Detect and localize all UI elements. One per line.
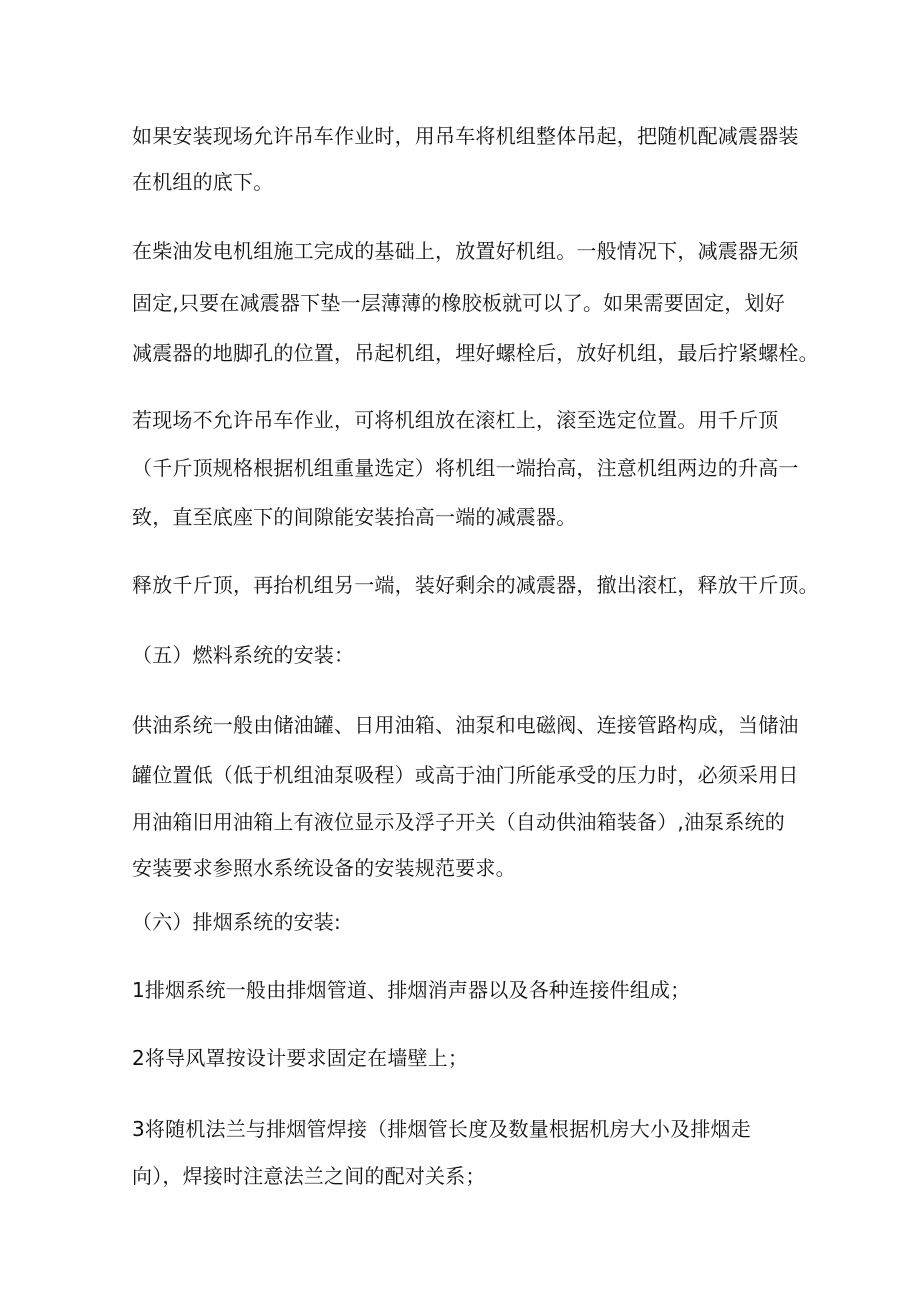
text-line: 安装要求参照水系统设备的安装规范要求。 — [132, 856, 516, 880]
section-heading: （五）燃料系统的安装： — [132, 643, 355, 667]
list-item: 3将随机法兰与排烟管焊接（排烟管长度及数量根据机房大小及排烟走 — [132, 1117, 751, 1141]
text-line: 致，直至底座下的间隙能安装抬高一端的减震器。 — [132, 505, 577, 529]
text-line: 释放千斤顶，再抬机组另一端，装好剩余的减震器，撤出滚杠，释放干斤顶。 — [132, 573, 819, 597]
text-line: 如果安装现场允许吊车作业时，用吊车将机组整体吊起，把随机配减震器装 — [132, 124, 799, 148]
text-line: 固定,只要在减震器下垫一层薄薄的橡胶板就可以了。如果需要固定，划好 — [132, 291, 785, 315]
section-heading: （六）排烟系统的安装: — [132, 910, 341, 934]
list-item: 1排烟系统一般由排烟管道、排烟消声器以及各种连接件组成； — [132, 978, 691, 1002]
text-line: 若现场不允许吊车作业，可将机组放在滚杠上，滚至选定位置。用千斤顶 — [132, 408, 779, 432]
list-item: 向），焊接时注意法兰之间的配对关系； — [132, 1164, 486, 1188]
list-item: 2将导风罩按设计要求固定在墙壁上； — [132, 1046, 469, 1070]
text-line: 用油箱旧用油箱上有液位显示及浮子开关（自动供油箱装备）,油泵系统的 — [132, 810, 785, 834]
text-line: 供油系统一般由储油罐、日用油箱、油泵和电磁阀、连接管路构成，当储油 — [132, 713, 799, 737]
text-line: 在柴油发电机组施工完成的基础上，放置好机组。一般情况下，减震器无须 — [132, 239, 799, 263]
text-line: （千斤顶规格根据机组重量选定）将机组一端抬高，注意机组两边的升高一 — [132, 456, 799, 480]
text-line: 罐位置低（低于机组油泵吸程）或高于油门所能承受的压力时，必须采用日 — [132, 763, 799, 787]
text-line: 在机组的底下。 — [132, 170, 274, 194]
text-line: 减震器的地脚孔的位置，吊起机组，埋好螺栓后，放好机组，最后拧紧螺栓。 — [132, 341, 819, 365]
